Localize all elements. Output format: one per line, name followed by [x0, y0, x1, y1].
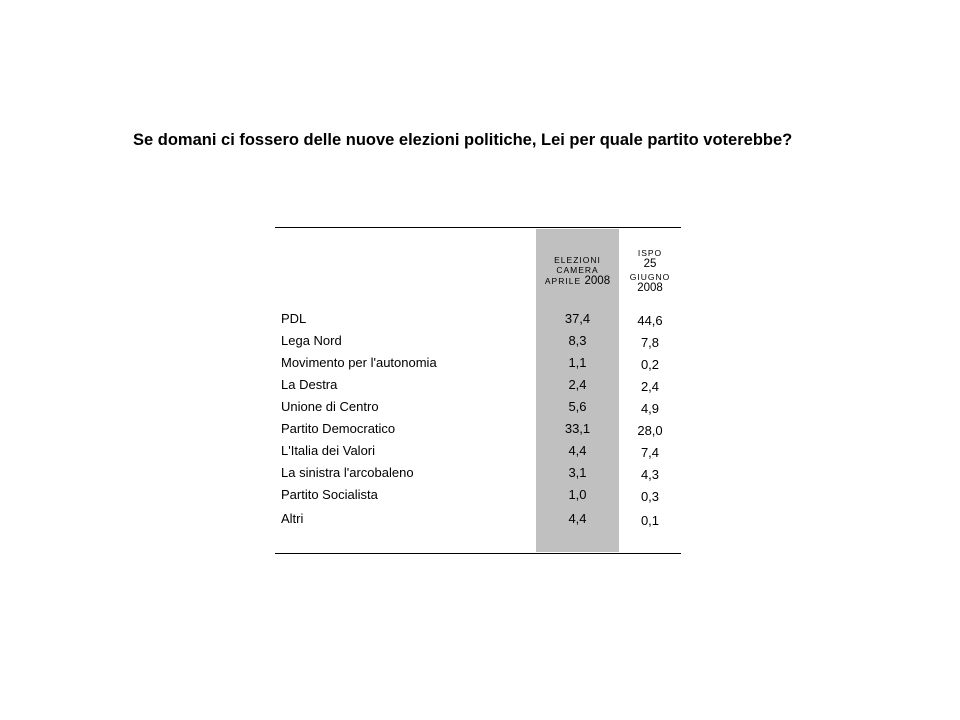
- header-ispo-year: 2008: [637, 282, 663, 295]
- table-row: [275, 421, 681, 441]
- table-row: [275, 377, 681, 397]
- party-name: Altri: [281, 511, 304, 526]
- ispo-value: 0,1: [640, 513, 660, 528]
- header-elezioni-line1: ELEZIONI: [554, 255, 601, 265]
- header-ispo-day: 25: [643, 258, 657, 271]
- header-elezioni-month: APRILE: [544, 276, 582, 287]
- elezioni-value: 1,0: [568, 487, 587, 502]
- party-name: La sinistra l'arcobaleno: [281, 465, 414, 480]
- elezioni-value: 4,4: [568, 511, 587, 526]
- table-top-rule: [275, 227, 681, 228]
- elezioni-value: 2,4: [568, 377, 587, 392]
- header-elezioni-year: 2008: [584, 275, 611, 288]
- party-name: PDL: [281, 311, 307, 326]
- table-row: [275, 333, 681, 353]
- party-name: Lega Nord: [281, 333, 342, 348]
- elezioni-value: 5,6: [568, 399, 587, 414]
- elezioni-value: 3,1: [568, 465, 587, 480]
- page-title: Se domani ci fossero delle nuove elezioni politiche, Lei per quale partito voterebbe?: [133, 131, 793, 149]
- table-row: [275, 443, 681, 463]
- ispo-value: 28,0: [637, 423, 663, 438]
- table-row: [275, 465, 681, 485]
- header-ispo: [619, 248, 681, 296]
- elezioni-value: 33,1: [564, 421, 591, 436]
- header-elezioni-camera: [536, 255, 619, 289]
- header-ispo-line1: ISPO: [637, 248, 663, 258]
- elezioni-value: 37,4: [564, 311, 591, 326]
- ispo-value: 0,2: [640, 357, 660, 372]
- elezioni-value: 8,3: [568, 333, 587, 348]
- ispo-value: 7,4: [640, 445, 660, 460]
- ispo-value: 44,6: [637, 313, 663, 328]
- header-elezioni-line3: [536, 275, 619, 289]
- party-name: L'Italia dei Valori: [281, 443, 376, 458]
- ispo-value: 4,9: [640, 401, 660, 416]
- party-name: Partito Democratico: [281, 421, 396, 436]
- party-name: La Destra: [281, 377, 338, 392]
- party-name: Movimento per l'autonomia: [281, 355, 437, 370]
- elezioni-value: 4,4: [568, 443, 587, 458]
- ispo-value: 4,3: [640, 467, 660, 482]
- results-table: [275, 227, 681, 554]
- elezioni-value: 1,1: [568, 355, 587, 370]
- party-name: Unione di Centro: [281, 399, 379, 414]
- ispo-value: 7,8: [640, 335, 660, 350]
- table-row: [275, 311, 681, 331]
- header-ispo-month: GIUGNO: [629, 271, 671, 282]
- party-name: Partito Socialista: [281, 487, 378, 502]
- table-row: [275, 511, 681, 531]
- table-row: [275, 355, 681, 375]
- header-elezioni-line2: CAMERA: [556, 265, 599, 276]
- table-bottom-rule: [275, 553, 681, 554]
- table-row: [275, 487, 681, 507]
- ispo-value: 2,4: [640, 379, 660, 394]
- table-row: [275, 399, 681, 419]
- ispo-value: 0,3: [640, 489, 660, 504]
